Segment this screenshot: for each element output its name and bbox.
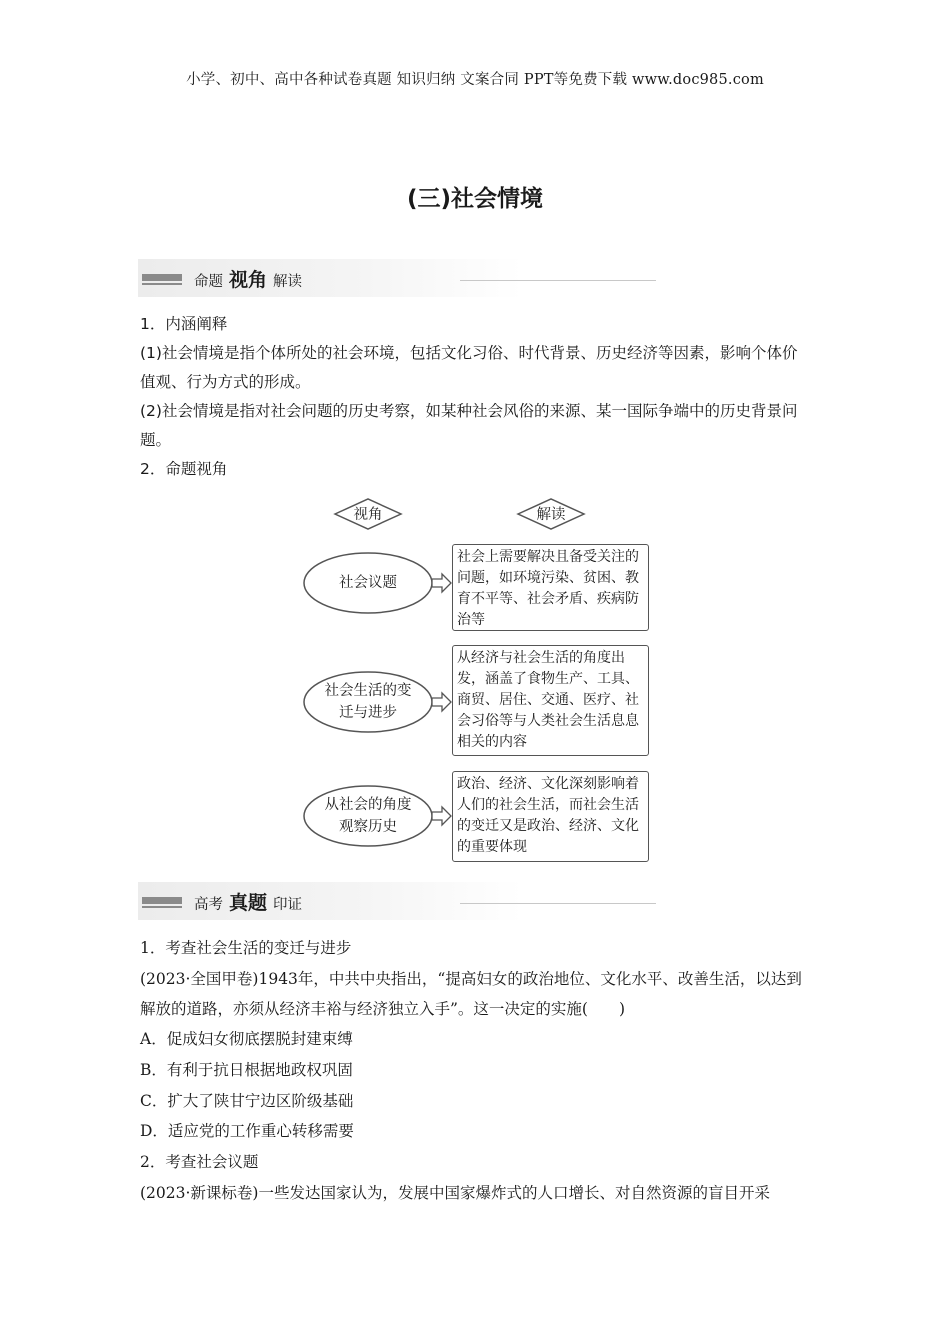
oval-label: 社会生活的变迁与进步 [324,683,412,721]
explanation-box: 政治、经济、文化深刻影响着人们的社会生活，而社会生活的变迁又是政治、经济、文化的重要体现 [452,771,649,862]
option-a: A．促成妇女彻底摆脱封建束缚 [140,1030,353,1048]
banner-bar-icon [142,897,182,904]
banner-mid-text: 真题 [229,892,268,914]
question-1-stem: (2023·全国甲卷)1943年，中共中央指出，“提高妇女的政治地位、文化水平、改善生活，以达到解放的道路，亦须从经济丰裕与经济独立入手”。这一决定的实施( ) [140,970,802,1018]
part1-paragraph-2: (2)社会情境是指对社会问题的历史考察，如某种社会风俗的来源、某一国际争端中的历史背景问题。 [140,402,798,449]
page-title: (三)社会情境 [406,186,544,212]
arrow-right-icon [432,574,451,592]
option-b: B．有利于抗日根据地政权巩固 [140,1061,353,1079]
section-banner-exam [138,882,523,920]
option-c: C．扩大了陕甘宁边区阶级基础 [140,1092,354,1110]
arrow-right-icon [432,807,451,825]
banner-left-text: 命题 [194,274,223,290]
question-2-stem: (2023·新课标卷)一些发达国家认为，发展中国家爆炸式的人口增长、对自然资源的盲目开采 [140,1184,770,1202]
banner-mid-text: 视角 [229,269,268,291]
section-banner-perspective [138,259,523,297]
banner-divider [460,280,656,281]
diagram-head-left: 视角 [353,507,383,523]
oval-label: 社会议题 [339,575,397,591]
banner-divider [460,903,656,904]
question-1-heading: 1．考查社会生活的变迁与进步 [140,939,352,957]
diagram-head-right: 解读 [536,507,566,523]
page-header: 小学、初中、高中各种试卷真题 知识归纳 文案合同 PPT等免费下载 www.doc985.com [186,72,764,88]
explanation-box: 从经济与社会生活的角度出发，涵盖了食物生产、工具、商贸、居住、交通、医疗、社会习俗等与人类社会生活息息相关的内容 [452,645,649,756]
oval-label: 从社会的角度观察历史 [324,797,412,835]
explanation-box: 社会上需要解决且备受关注的问题，如环境污染、贫困、教育不平等、社会矛盾、疾病防治等 [452,544,649,631]
option-d: D．适应党的工作重心转移需要 [140,1122,354,1140]
banner-right-text: 解读 [273,274,303,290]
part1-paragraph-1: (1)社会情境是指个体所处的社会环境，包括文化习俗、时代背景、历史经济等因素，影响个体价值观、行为方式的形成。 [140,344,798,391]
part1-heading-2: 2．命题视角 [140,460,228,478]
banner-right-text: 印证 [273,897,303,913]
banner-bar-icon [142,274,182,281]
question-2-heading: 2．考查社会议题 [140,1153,259,1171]
banner-bar-icon [142,906,182,908]
arrow-right-icon [432,693,451,711]
banner-left-text: 高考 [194,897,223,913]
banner-bar-icon [142,283,182,285]
part1-heading: 1．内涵阐释 [140,315,228,333]
